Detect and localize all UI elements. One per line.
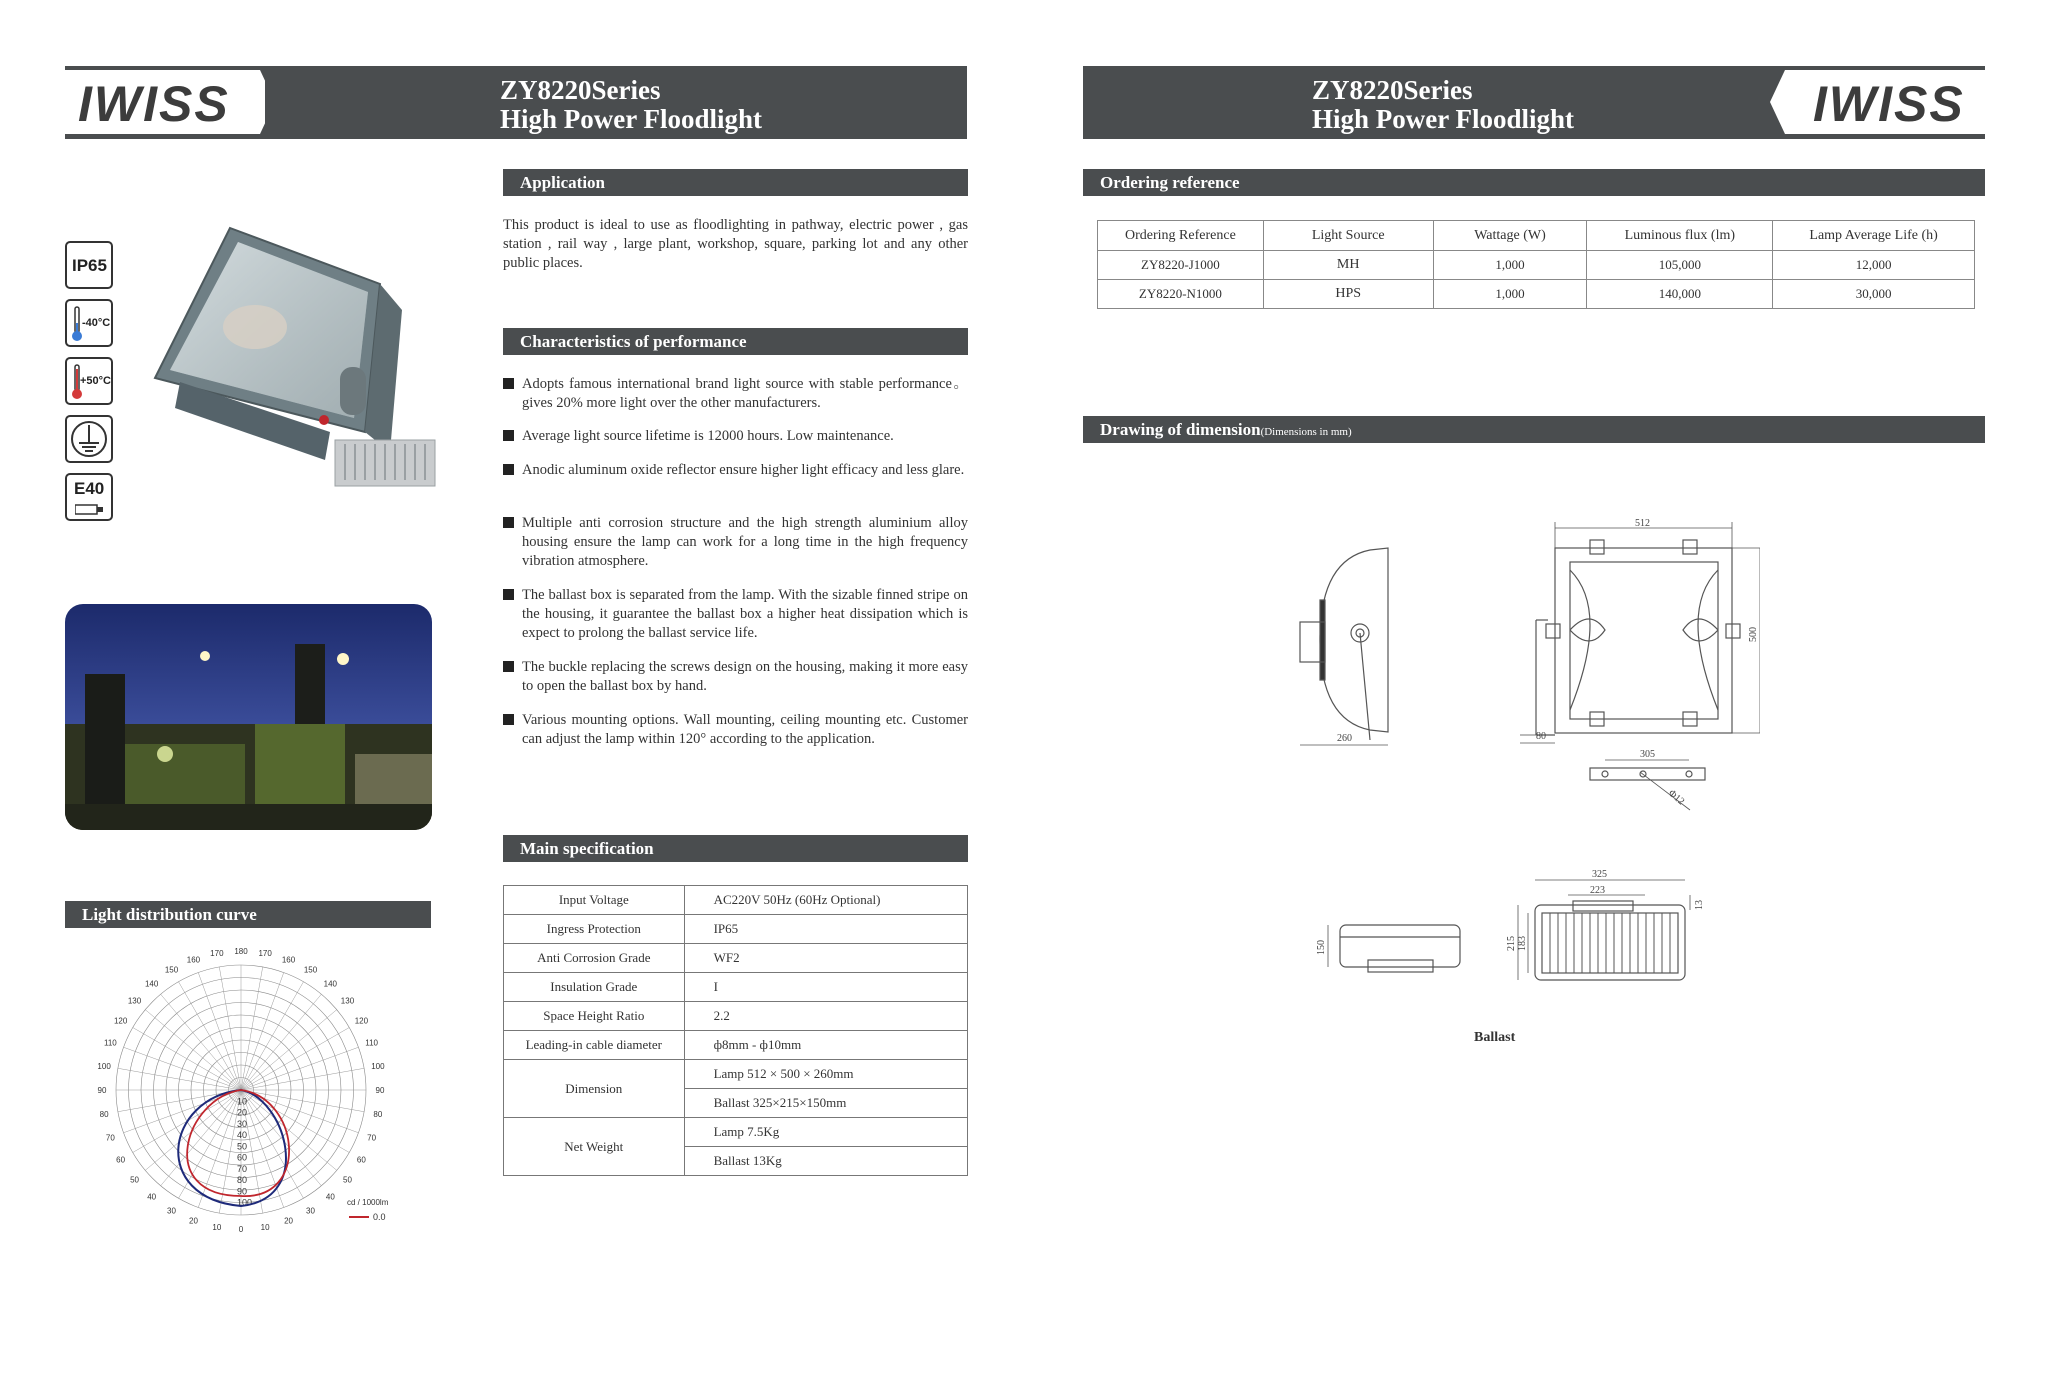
polar-angle-label: 160 bbox=[186, 955, 201, 965]
drawing-title: Drawing of dimension bbox=[1100, 420, 1261, 439]
polar-angle-label: 160 bbox=[281, 955, 296, 965]
polar-angle-label: 170 bbox=[210, 949, 224, 959]
spec-label: Ingress Protection bbox=[504, 915, 685, 944]
polar-angle-label: 10 bbox=[212, 1222, 222, 1232]
polar-angle-label: 30 bbox=[167, 1206, 176, 1216]
polar-angle-label: 20 bbox=[189, 1216, 198, 1226]
polar-legend-value: 0.0 bbox=[373, 1212, 386, 1222]
polar-angle-label: 80 bbox=[99, 1110, 109, 1120]
ordering-table bbox=[1097, 220, 1975, 309]
ordering-header-cell: Ordering Reference bbox=[1098, 221, 1264, 251]
polar-radial-label: 90 bbox=[237, 1186, 248, 1197]
left-series-title: ZY8220Series bbox=[500, 75, 661, 105]
dimension-325-label: 325 bbox=[1592, 869, 1607, 880]
application-title-bar: Application bbox=[503, 169, 968, 196]
polar-angle-label: 130 bbox=[340, 996, 355, 1006]
polar-radial-label: 30 bbox=[237, 1118, 248, 1129]
polar-radial-label: 60 bbox=[237, 1152, 248, 1163]
polar-angle-label: 50 bbox=[343, 1175, 352, 1185]
characteristic-item: Various mounting options. Wall mounting, ceiling mounting etc. Customer can adjust the lamp within 120° according to the application. bbox=[503, 711, 968, 749]
polar-angle-label: 90 bbox=[97, 1086, 107, 1095]
right-header-title bbox=[1312, 76, 1574, 134]
dimension-215-label: 215 bbox=[1506, 936, 1517, 951]
polar-angle-label: 170 bbox=[258, 949, 272, 959]
polar-angle-label: 60 bbox=[356, 1155, 366, 1165]
ordering-cell: ZY8220-J1000 bbox=[1098, 251, 1264, 280]
dimension-80-label: 80 bbox=[1536, 731, 1546, 742]
dimension-305-label: 305 bbox=[1640, 749, 1655, 760]
dimension-drawing bbox=[1290, 510, 1760, 820]
right-series-title: ZY8220Series bbox=[1312, 75, 1473, 105]
spec-value: ф8mm - ф10mm bbox=[684, 1031, 967, 1060]
main-spec-title-bar: Main specification bbox=[503, 835, 968, 862]
drawing-title-bar bbox=[1083, 416, 1985, 443]
polar-radial-label: 10 bbox=[237, 1096, 248, 1107]
spec-value: AC220V 50Hz (60Hz Optional) bbox=[684, 886, 967, 915]
spec-label: Dimension bbox=[504, 1060, 685, 1118]
polar-angle-label: 80 bbox=[373, 1110, 383, 1120]
polar-angle-label: 120 bbox=[113, 1016, 128, 1026]
dimension-150-label: 150 bbox=[1316, 940, 1327, 955]
night-site-photo bbox=[65, 604, 432, 830]
application-text: This product is ideal to use as floodlighting in pathway, electric power , gas station , rail way , large plant, workshop, square, parking lot and any other public places. bbox=[503, 217, 968, 271]
ordering-cell: 105,000 bbox=[1587, 251, 1773, 280]
polar-angle-label: 70 bbox=[367, 1133, 377, 1143]
high-temperature-icon: +50°C bbox=[65, 357, 113, 405]
right-brand-logo: IWISS bbox=[1813, 76, 1965, 132]
spec-value: IP65 bbox=[684, 915, 967, 944]
dimension-512-label: 512 bbox=[1635, 518, 1650, 529]
left-header-title bbox=[500, 76, 762, 134]
ordering-row bbox=[1098, 251, 1975, 280]
polar-angle-label: 10 bbox=[260, 1222, 270, 1232]
ballast-caption: Ballast bbox=[1474, 1030, 1516, 1045]
ordering-cell: 1,000 bbox=[1433, 251, 1587, 280]
main-spec-table bbox=[503, 885, 968, 1176]
polar-radial-label: 100 bbox=[237, 1197, 253, 1208]
characteristic-item: Adopts famous international brand light source with stable performance。gives 20% more light over the other manufacturers. bbox=[503, 375, 968, 413]
polar-angle-label: 100 bbox=[371, 1061, 385, 1071]
polar-radial-label: 70 bbox=[237, 1163, 248, 1174]
spec-label: Input Voltage bbox=[504, 886, 685, 915]
dimension-183-label: 183 bbox=[1517, 936, 1528, 951]
ip65-icon: IP65 bbox=[65, 241, 113, 289]
dimension-500-label: 500 bbox=[1748, 627, 1759, 642]
ordering-cell: 30,000 bbox=[1773, 280, 1975, 309]
ordering-header-cell: Luminous flux (lm) bbox=[1587, 221, 1773, 251]
left-product-title: High Power Floodlight bbox=[500, 104, 763, 134]
ground-icon bbox=[65, 415, 113, 463]
polar-angle-label: 140 bbox=[323, 979, 338, 989]
polar-angle-label: 50 bbox=[130, 1175, 139, 1185]
left-brand-logo: IWISS bbox=[78, 76, 230, 132]
ordering-title-bar: Ordering reference bbox=[1083, 169, 1985, 196]
ordering-header-cell: Lamp Average Life (h) bbox=[1773, 221, 1975, 251]
light-distribution-title-bar: Light distribution curve bbox=[65, 901, 431, 928]
dimension-260-label: 260 bbox=[1337, 733, 1352, 744]
spec-value: Lamp 7.5Kg bbox=[684, 1118, 967, 1147]
polar-angle-label: 150 bbox=[303, 965, 318, 975]
polar-angle-label: 40 bbox=[147, 1192, 157, 1202]
polar-angle-label: 0 bbox=[238, 1225, 244, 1234]
right-product-title: High Power Floodlight bbox=[1312, 104, 1575, 134]
polar-angle-label: 110 bbox=[103, 1038, 117, 1048]
polar-angle-label: 40 bbox=[325, 1192, 335, 1202]
spec-value: Ballast 325×215×150mm bbox=[684, 1089, 967, 1118]
characteristic-item: Average light source lifetime is 12000 hours. Low maintenance. bbox=[503, 427, 968, 446]
spec-label: Insulation Grade bbox=[504, 973, 685, 1002]
polar-angle-label: 140 bbox=[144, 979, 159, 989]
polar-angle-label: 60 bbox=[116, 1155, 126, 1165]
dimension-12-label: Φ12 bbox=[1666, 787, 1687, 808]
ordering-header-cell: Wattage (W) bbox=[1433, 221, 1587, 251]
ballast-drawing bbox=[1310, 865, 1710, 990]
characteristic-item: Anodic aluminum oxide reflector ensure higher light efficacy and less glare. bbox=[503, 461, 968, 480]
floodlight-product-image bbox=[140, 222, 450, 512]
spec-value: Ballast 13Kg bbox=[684, 1147, 967, 1176]
ordering-cell: 140,000 bbox=[1587, 280, 1773, 309]
e40-lamp-icon: E40 bbox=[65, 473, 113, 521]
ordering-cell: HPS bbox=[1263, 280, 1433, 309]
polar-angle-label: 150 bbox=[164, 965, 179, 975]
polar-angle-label: 90 bbox=[375, 1086, 385, 1095]
ordering-cell: MH bbox=[1263, 251, 1433, 280]
left-header-underline bbox=[65, 135, 967, 139]
polar-angle-label: 180 bbox=[234, 948, 248, 956]
polar-angle-label: 100 bbox=[97, 1061, 111, 1071]
polar-angle-label: 70 bbox=[105, 1133, 115, 1143]
polar-angle-label: 20 bbox=[284, 1216, 293, 1226]
spec-value: Lamp 512 × 500 × 260mm bbox=[684, 1060, 967, 1089]
characteristic-item: The ballast box is separated from the lamp. With the sizable finned stripe on the housing, it guarantee the ballast box a higher heat dissipation which is expect to prolong the ballast service life. bbox=[503, 586, 968, 643]
polar-unit-label: cd / 1000lm bbox=[347, 1198, 389, 1207]
characteristic-item: The buckle replacing the screws design on the housing, making it more easy to open the ballast box by hand. bbox=[503, 658, 968, 696]
polar-angle-label: 130 bbox=[127, 996, 142, 1006]
ordering-row bbox=[1098, 280, 1975, 309]
spec-value: I bbox=[684, 973, 967, 1002]
polar-angle-label: 30 bbox=[306, 1206, 315, 1216]
polar-angle-label: 110 bbox=[365, 1038, 379, 1048]
polar-radial-label: 50 bbox=[237, 1141, 248, 1152]
spec-label: Net Weight bbox=[504, 1118, 685, 1176]
drawing-subtitle: (Dimensions in mm) bbox=[1260, 426, 1352, 438]
spec-label: Anti Corrosion Grade bbox=[504, 944, 685, 973]
polar-radial-label: 40 bbox=[237, 1130, 248, 1140]
characteristics-title-bar: Characteristics of performance bbox=[503, 328, 968, 355]
ordering-header-cell: Light Source bbox=[1263, 221, 1433, 251]
ordering-cell: 12,000 bbox=[1773, 251, 1975, 280]
light-distribution-polar-chart bbox=[95, 948, 405, 1238]
polar-angle-label: 120 bbox=[354, 1016, 369, 1026]
ordering-cell: 1,000 bbox=[1433, 280, 1587, 309]
dimension-13-label: 13 bbox=[1694, 900, 1705, 910]
right-header-underline bbox=[1083, 135, 1985, 139]
spec-label: Leading-in cable diameter bbox=[504, 1031, 685, 1060]
low-temperature-icon: -40°C bbox=[65, 299, 113, 347]
polar-radial-label: 80 bbox=[237, 1175, 248, 1185]
polar-radial-label: 20 bbox=[237, 1107, 248, 1118]
ordering-cell: ZY8220-N1000 bbox=[1098, 280, 1264, 309]
spec-value: WF2 bbox=[684, 944, 967, 973]
spec-label: Space Height Ratio bbox=[504, 1002, 685, 1031]
dimension-223-label: 223 bbox=[1590, 885, 1605, 896]
spec-value: 2.2 bbox=[684, 1002, 967, 1031]
characteristic-item: Multiple anti corrosion structure and the high strength aluminium alloy housing ensure the lamp can work for a long time in the high frequency vibration atmosphere. bbox=[503, 514, 968, 571]
